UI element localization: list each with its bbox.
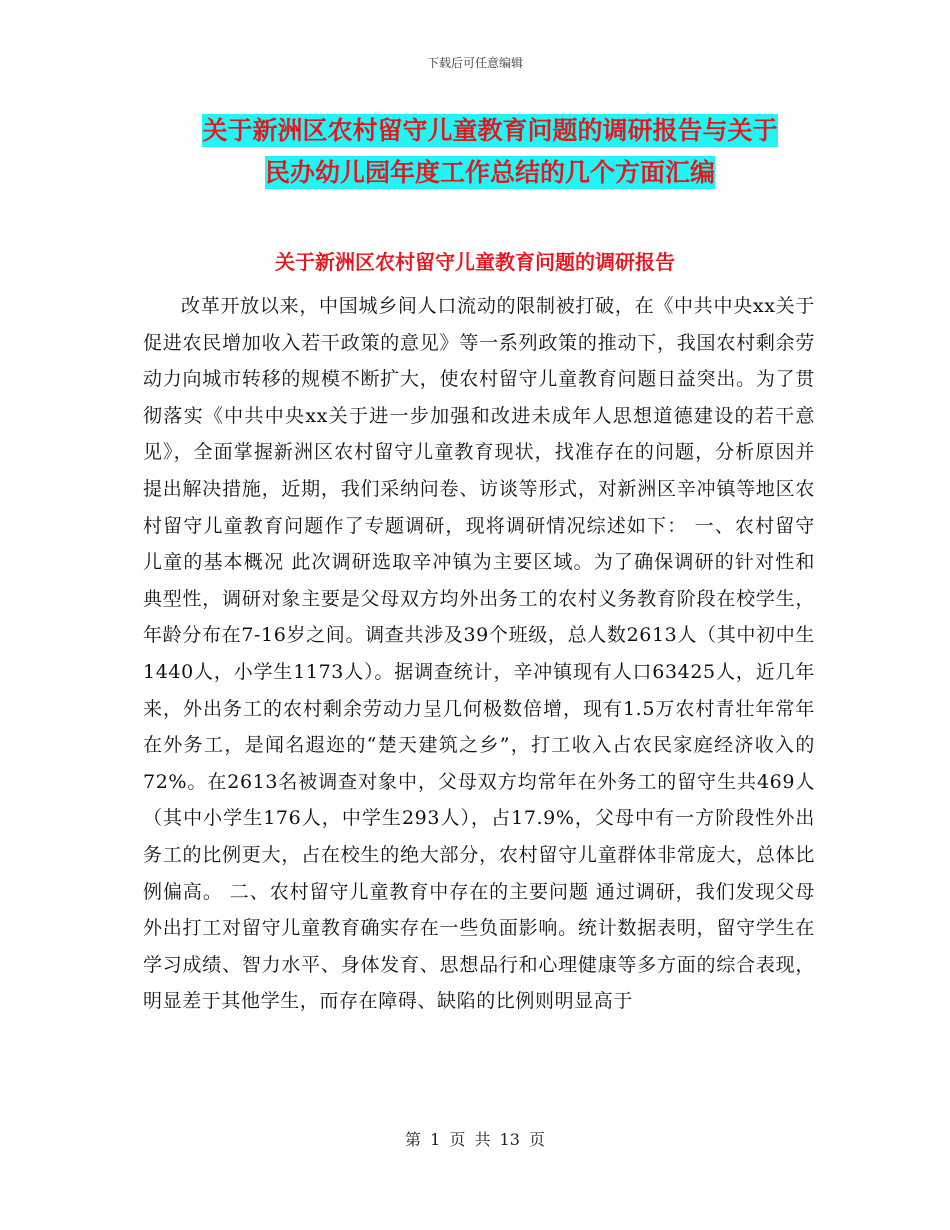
main-title (150, 110, 830, 194)
body-paragraph: 改革开放以来，中国城乡间人口流动的限制被打破，在《中共中央xx关于促进农民增加收入若干政策的意见》等一系列政策的推动下，我国农村剩余劳动力向城市转移的规模不断扩大，使农村留守儿童教育问题日益突出。为了贯彻落实《中共中央xx关于进一步加强和改进未成年人思想道德建设的若干意见》，全面掌握新洲区农村留守儿童教育现状，找准存在的问题，分析原因并提出解决措施，近期，我们采纳问卷、访谈等形式，对新洲区辛冲镇等地区农村留守儿童教育问题作了专题调研，现将调研情况综述如下： 一、农村留守儿童的基本概况 此次调研选取辛冲镇为主要区域。为了确保调研的针对性和典型性，调研对象主要是父母双方均外出务工的农村义务教育阶段在校学生，年龄分布在7-16岁之间。调查共涉及39个班级，总人数2613人（其中初中生1440人，小学生1173人）。据调查统计，辛冲镇现有人口63425人，近几年来，外出务工的农村剩余劳动力呈几何极数倍增，现有1.5万农村青壮年常年在外务工，是闻名遐迩的“楚天建筑之乡”，打工收入占农民家庭经济收入的72%。在2613名被调查对象中，父母双方均常年在外务工的留守生共469人（其中小学生176人，中学生293人），占17.9%，父母中有一方阶段性外出务工的比例更大，占在校生的绝大部分，农村留守儿童群体非常庞大，总体比例偏高。 二、农村留守儿童教育中存在的主要问题 通过调研，我们发现父母外出打工对留守儿童教育确实存在一些负面影响。统计数据表明，留守学生在学习成绩、智力水平、身体发育、思想品行和心理健康等多方面的综合表现，明显差于其他学生，而存在障碍、缺陷的比例则明显高于 (143, 295, 815, 1013)
header-note: 下载后可任意编辑 (426, 56, 523, 70)
page-number-footer: 第 1 页 共 13 页 (405, 1130, 545, 1149)
main-title-line-1: 关于新洲区农村留守儿童教育问题的调研报告与关于 (202, 116, 778, 145)
section-title: 关于新洲区农村留守儿童教育问题的调研报告 (275, 250, 675, 274)
main-title-line-2: 民办幼儿园年度工作总结的几个方面汇编 (264, 158, 715, 187)
